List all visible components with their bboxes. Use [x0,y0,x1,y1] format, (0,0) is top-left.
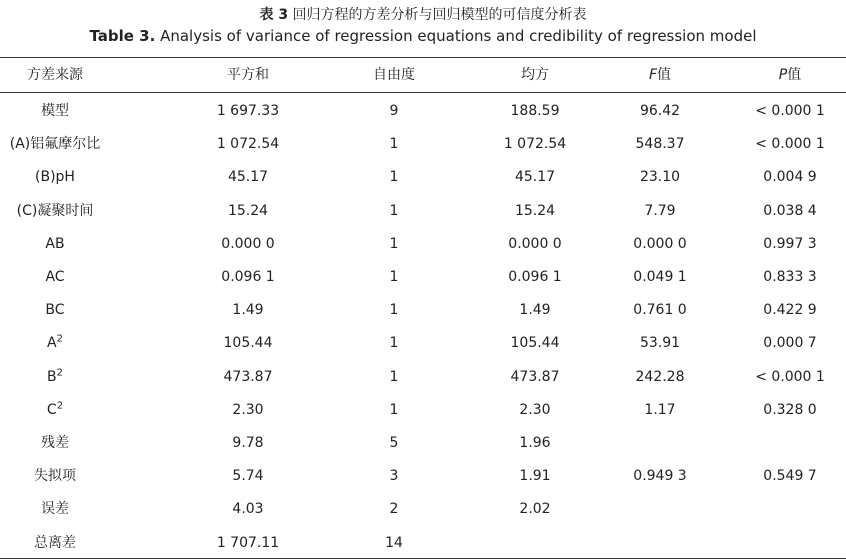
cell-f-value [590,294,730,327]
cell-f-value-text: 242.28 [635,368,685,385]
cell-source [0,294,110,327]
cell-sum-of-squares-text: 45.17 [227,169,269,186]
cell-f-value-text: 53.91 [639,335,681,352]
cell-f-value-text: 0.049 1 [633,269,687,285]
cell-sum-of-squares-text: 0.000 0 [221,235,275,252]
cell-source [0,394,110,427]
cell-source-text: 总离差 [34,534,76,551]
table-row [0,95,846,128]
cell-f-value-text: 0.000 0 [633,235,687,252]
table-caption-en [0,26,846,46]
cell-sum-of-squares [168,294,328,327]
cell-f-value-text: 96.42 [639,103,681,119]
cell-p-value-text: 0.422 9 [763,302,817,319]
cell-mean-square-text: 188.59 [510,103,560,119]
cell-f-value-text: 1.17 [644,401,676,418]
header-p-value [720,59,846,92]
cell-degrees-of-freedom-text: 5 [389,435,399,451]
cell-degrees-of-freedom-text: 1 [389,136,399,153]
cell-p-value [720,427,846,460]
cell-p-value [720,128,846,161]
table-title-en: Analysis of variance of regression equations and credibility of regression model [160,27,757,45]
cell-p-value [720,394,846,427]
cell-f-value [590,394,730,427]
cell-p-value-text: < 0.000 1 [755,103,825,119]
cell-mean-square [460,493,610,526]
cell-degrees-of-freedom [334,427,454,460]
table-row [0,460,846,493]
table-header-rule [0,92,846,93]
cell-degrees-of-freedom-text: 1 [389,302,399,319]
cell-mean-square [460,95,610,128]
cell-mean-square-text: 473.87 [510,368,560,385]
cell-f-value [590,327,730,360]
cell-mean-square-text: 45.17 [514,169,556,186]
cell-mean-square-text: 1.96 [519,435,551,451]
cell-p-value [720,294,846,327]
cell-mean-square [460,460,610,493]
header-f-value [590,59,730,92]
cell-f-value [590,95,730,128]
cell-degrees-of-freedom-text: 14 [385,534,403,551]
cell-degrees-of-freedom-text: 3 [389,468,399,485]
cell-source-text: 误差 [41,501,69,518]
cell-source [0,128,110,161]
cell-sum-of-squares-text: 5.74 [232,468,264,485]
cell-source-text: 模型 [41,103,69,119]
cell-degrees-of-freedom [334,527,454,560]
cell-sum-of-squares-text: 1 707.11 [216,534,280,551]
table-row [0,527,846,560]
table-row [0,327,846,360]
header-degrees-of-freedom: 自由度 [373,67,415,83]
cell-degrees-of-freedom [334,327,454,360]
cell-p-value [720,161,846,194]
cell-degrees-of-freedom-text: 1 [389,235,399,252]
table-label-en: Table 3. [89,27,156,45]
cell-f-value-text: 7.79 [644,202,676,219]
cell-p-value-text: 0.328 0 [763,401,817,418]
cell-sum-of-squares [168,95,328,128]
cell-f-value-text: 23.10 [639,169,681,186]
cell-source [0,261,110,294]
cell-f-value [590,128,730,161]
cell-mean-square [460,361,610,394]
cell-sum-of-squares [168,327,328,360]
cell-mean-square-text: 105.44 [510,335,560,352]
cell-sum-of-squares-text: 15.24 [227,202,269,219]
cell-degrees-of-freedom [334,460,454,493]
table-row [0,493,846,526]
header-sum-of-squares: 平方和 [227,67,269,83]
cell-source [0,493,110,526]
table-caption-cn [0,5,846,25]
cell-degrees-of-freedom-text: 1 [389,202,399,219]
cell-mean-square [460,427,610,460]
cell-degrees-of-freedom-text: 1 [389,401,399,418]
cell-f-value [590,228,730,261]
cell-source-text: A [47,335,57,352]
cell-p-value-text: 0.997 3 [763,235,817,252]
table-row [0,294,846,327]
cell-f-value [590,161,730,194]
cell-source-superscript: 2 [56,400,64,412]
cell-sum-of-squares [168,161,328,194]
header-source: 方差来源 [27,67,83,83]
table-row [0,261,846,294]
cell-sum-of-squares [168,394,328,427]
cell-mean-square-text: 1 072.54 [503,136,567,153]
cell-source [0,228,110,261]
cell-degrees-of-freedom [334,493,454,526]
cell-sum-of-squares-text: 9.78 [232,435,264,451]
cell-sum-of-squares-text: 1 072.54 [216,136,280,153]
cell-degrees-of-freedom [334,95,454,128]
cell-sum-of-squares [168,427,328,460]
table-row [0,195,846,228]
cell-source-text: (C)凝聚时间 [16,202,94,219]
cell-f-value-text: 0.761 0 [633,302,687,319]
cell-degrees-of-freedom [334,195,454,228]
cell-degrees-of-freedom-text: 2 [389,501,399,518]
header-mean-square: 均方 [521,67,549,83]
cell-p-value [720,95,846,128]
table-header-row [0,59,846,92]
cell-sum-of-squares [168,128,328,161]
cell-sum-of-squares-text: 1 697.33 [216,103,280,119]
cell-source-text: B [47,368,57,385]
cell-p-value-text: < 0.000 1 [755,136,825,153]
cell-degrees-of-freedom-text: 1 [389,169,399,186]
cell-f-value [590,427,730,460]
cell-sum-of-squares-text: 473.87 [223,368,273,385]
table-row [0,228,846,261]
cell-mean-square [460,228,610,261]
cell-f-value-text: 548.37 [635,136,685,153]
cell-mean-square-text: 1.49 [519,302,551,319]
cell-p-value [720,327,846,360]
cell-sum-of-squares-text: 2.30 [232,401,264,418]
cell-mean-square-text: 0.000 0 [508,235,562,252]
cell-degrees-of-freedom [334,228,454,261]
cell-mean-square-text: 2.30 [519,401,551,418]
cell-p-value [720,527,846,560]
cell-sum-of-squares [168,195,328,228]
cell-mean-square [460,394,610,427]
cell-mean-square [460,294,610,327]
cell-source [0,195,110,228]
cell-sum-of-squares [168,493,328,526]
cell-mean-square [460,161,610,194]
cell-degrees-of-freedom [334,394,454,427]
table-bottom-rule [0,558,846,559]
table-row [0,161,846,194]
table-row [0,361,846,394]
cell-degrees-of-freedom-text: 1 [389,368,399,385]
cell-source [0,327,110,360]
cell-source [0,361,110,394]
cell-source [0,527,110,560]
cell-sum-of-squares-text: 105.44 [223,335,273,352]
cell-mean-square [460,261,610,294]
table-label-cn: 表 3 [259,7,289,23]
cell-degrees-of-freedom [334,294,454,327]
cell-degrees-of-freedom-text: 1 [389,335,399,352]
table-title-cn: 回归方程的方差分析与回归模型的可信度分析表 [292,7,587,23]
header-f-letter: F [648,67,658,83]
cell-p-value-text: 0.000 7 [763,335,817,352]
header-p-suffix: 值 [787,67,802,83]
cell-mean-square [460,128,610,161]
cell-degrees-of-freedom [334,261,454,294]
cell-source-text: 失拟项 [34,468,76,485]
header-p-letter: P [778,67,788,83]
table-row [0,394,846,427]
cell-degrees-of-freedom [334,128,454,161]
cell-sum-of-squares [168,228,328,261]
cell-mean-square-text: 0.096 1 [508,269,562,285]
cell-mean-square [460,527,610,560]
cell-f-value [590,493,730,526]
cell-sum-of-squares [168,361,328,394]
cell-f-value [590,527,730,560]
cell-p-value-text: 0.004 9 [763,169,817,186]
cell-p-value [720,228,846,261]
table-row [0,128,846,161]
cell-sum-of-squares [168,460,328,493]
cell-f-value [590,361,730,394]
cell-f-value-text: 0.949 3 [633,468,687,485]
cell-p-value [720,460,846,493]
cell-p-value-text: 0.833 3 [763,269,817,285]
table-top-rule [0,57,846,58]
cell-sum-of-squares [168,261,328,294]
cell-f-value [590,195,730,228]
cell-source-text: BC [45,302,65,319]
cell-p-value-text: 0.038 4 [763,202,817,219]
cell-degrees-of-freedom-text: 9 [389,103,399,119]
cell-sum-of-squares-text: 0.096 1 [221,269,275,285]
cell-source-text: C [46,401,57,418]
cell-source [0,95,110,128]
cell-source-text: (B)pH [35,169,75,186]
cell-mean-square-text: 1.91 [519,468,551,485]
header-f-suffix: 值 [657,67,672,83]
cell-f-value [590,261,730,294]
cell-source-text: AC [45,269,65,285]
cell-p-value [720,361,846,394]
cell-sum-of-squares-text: 1.49 [232,302,264,319]
cell-source-text: (A)铝氟摩尔比 [9,136,101,153]
cell-source-text: 残差 [41,435,69,451]
cell-source-superscript: 2 [56,366,63,378]
cell-degrees-of-freedom-text: 1 [389,269,399,285]
cell-p-value [720,195,846,228]
cell-degrees-of-freedom [334,361,454,394]
cell-source [0,161,110,194]
cell-source-superscript: 2 [56,333,63,345]
cell-p-value-text: 0.549 7 [763,468,817,485]
cell-p-value [720,261,846,294]
cell-source-text: AB [45,235,65,252]
cell-degrees-of-freedom [334,161,454,194]
table-row [0,427,846,460]
cell-source [0,460,110,493]
cell-mean-square [460,195,610,228]
cell-p-value-text: < 0.000 1 [755,368,825,385]
cell-sum-of-squares-text: 4.03 [232,501,264,518]
cell-source [0,427,110,460]
cell-sum-of-squares [168,527,328,560]
cell-f-value [590,460,730,493]
cell-mean-square-text: 2.02 [519,501,551,518]
cell-p-value [720,493,846,526]
cell-mean-square-text: 15.24 [514,202,556,219]
cell-mean-square [460,327,610,360]
